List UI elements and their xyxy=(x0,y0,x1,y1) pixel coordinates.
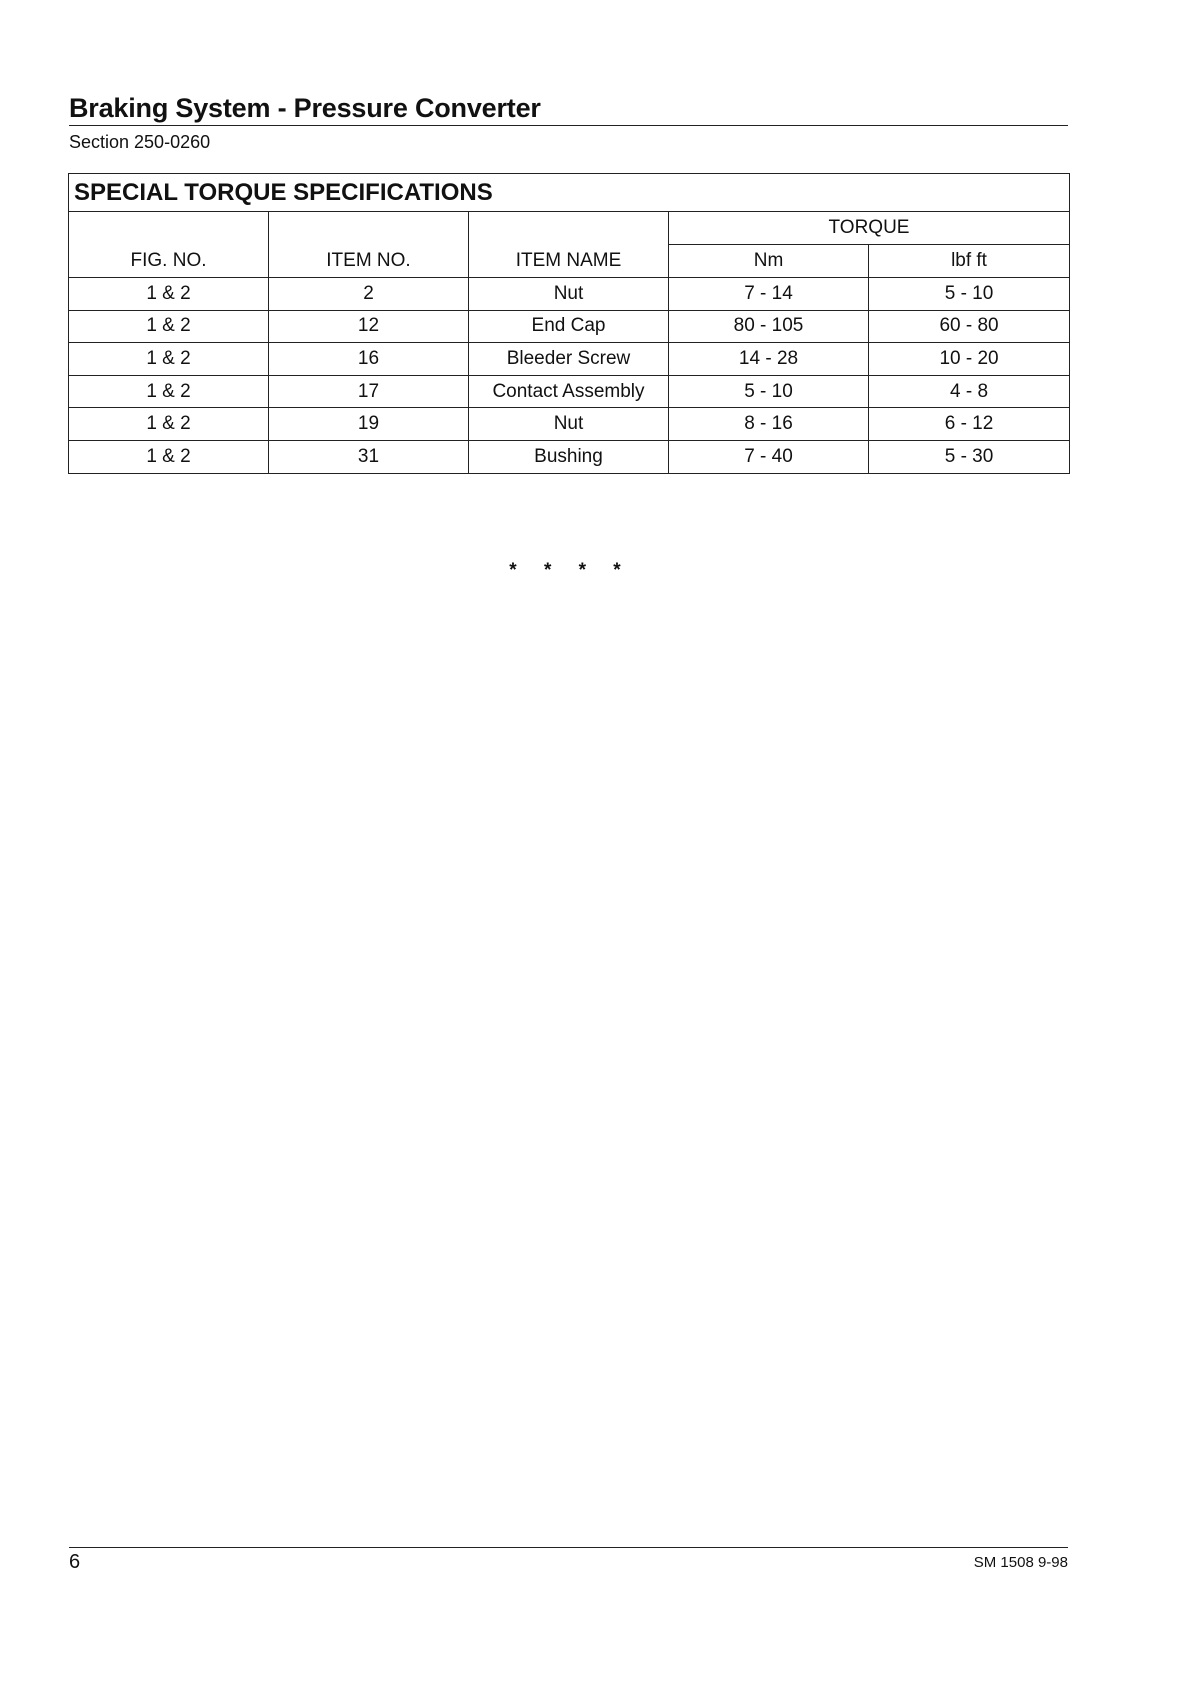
cell-lbf: 60 - 80 xyxy=(869,310,1070,343)
torque-spec-table xyxy=(68,173,1070,474)
cell-nm: 80 - 105 xyxy=(669,310,869,343)
cell-nm: 7 - 40 xyxy=(669,440,869,473)
cell-fig: 1 & 2 xyxy=(69,310,269,343)
cell-item: 2 xyxy=(269,278,469,311)
cell-fig: 1 & 2 xyxy=(69,278,269,311)
cell-fig: 1 & 2 xyxy=(69,440,269,473)
page-number: 6 xyxy=(69,1551,81,1573)
table-row xyxy=(69,375,1070,408)
cell-name: Nut xyxy=(469,278,669,311)
cell-fig: 1 & 2 xyxy=(69,408,269,441)
header-blank-cell xyxy=(69,212,269,245)
cell-lbf: 6 - 12 xyxy=(869,408,1070,441)
cell-lbf: 5 - 30 xyxy=(869,440,1070,473)
cell-fig: 1 & 2 xyxy=(69,343,269,376)
cell-item: 31 xyxy=(269,440,469,473)
cell-name: Contact Assembly xyxy=(469,375,669,408)
header-torque: TORQUE xyxy=(669,212,1070,245)
table-row xyxy=(69,343,1070,376)
header-blank-cell xyxy=(469,212,669,245)
table-row xyxy=(69,310,1070,343)
cell-nm: 14 - 28 xyxy=(669,343,869,376)
table-row xyxy=(69,408,1070,441)
cell-nm: 8 - 16 xyxy=(669,408,869,441)
cell-nm: 5 - 10 xyxy=(669,375,869,408)
cell-name: Bushing xyxy=(469,440,669,473)
cell-fig: 1 & 2 xyxy=(69,375,269,408)
cell-name: Nut xyxy=(469,408,669,441)
end-of-section-stars: * * * * xyxy=(509,560,621,581)
cell-nm: 7 - 14 xyxy=(669,278,869,311)
cell-name: End Cap xyxy=(469,310,669,343)
cell-item: 16 xyxy=(269,343,469,376)
table-row xyxy=(69,440,1070,473)
cell-item: 17 xyxy=(269,375,469,408)
header-nm: Nm xyxy=(669,245,869,278)
cell-lbf: 10 - 20 xyxy=(869,343,1070,376)
cell-name: Bleeder Screw xyxy=(469,343,669,376)
header-item-name: ITEM NAME xyxy=(469,245,669,278)
cell-lbf: 5 - 10 xyxy=(869,278,1070,311)
table-title: SPECIAL TORQUE SPECIFICATIONS xyxy=(69,174,1070,212)
footer-divider xyxy=(69,1547,1068,1548)
page-title: Braking System - Pressure Converter xyxy=(69,92,1068,126)
cell-item: 12 xyxy=(269,310,469,343)
header-blank-cell xyxy=(269,212,469,245)
cell-lbf: 4 - 8 xyxy=(869,375,1070,408)
header-fig-no: FIG. NO. xyxy=(69,245,269,278)
header-lbf-ft: lbf ft xyxy=(869,245,1070,278)
document-code: SM 1508 9-98 xyxy=(973,1554,1068,1571)
header-item-no: ITEM NO. xyxy=(269,245,469,278)
table-row xyxy=(69,278,1070,311)
section-label: Section 250-0260 xyxy=(69,132,211,152)
cell-item: 19 xyxy=(269,408,469,441)
